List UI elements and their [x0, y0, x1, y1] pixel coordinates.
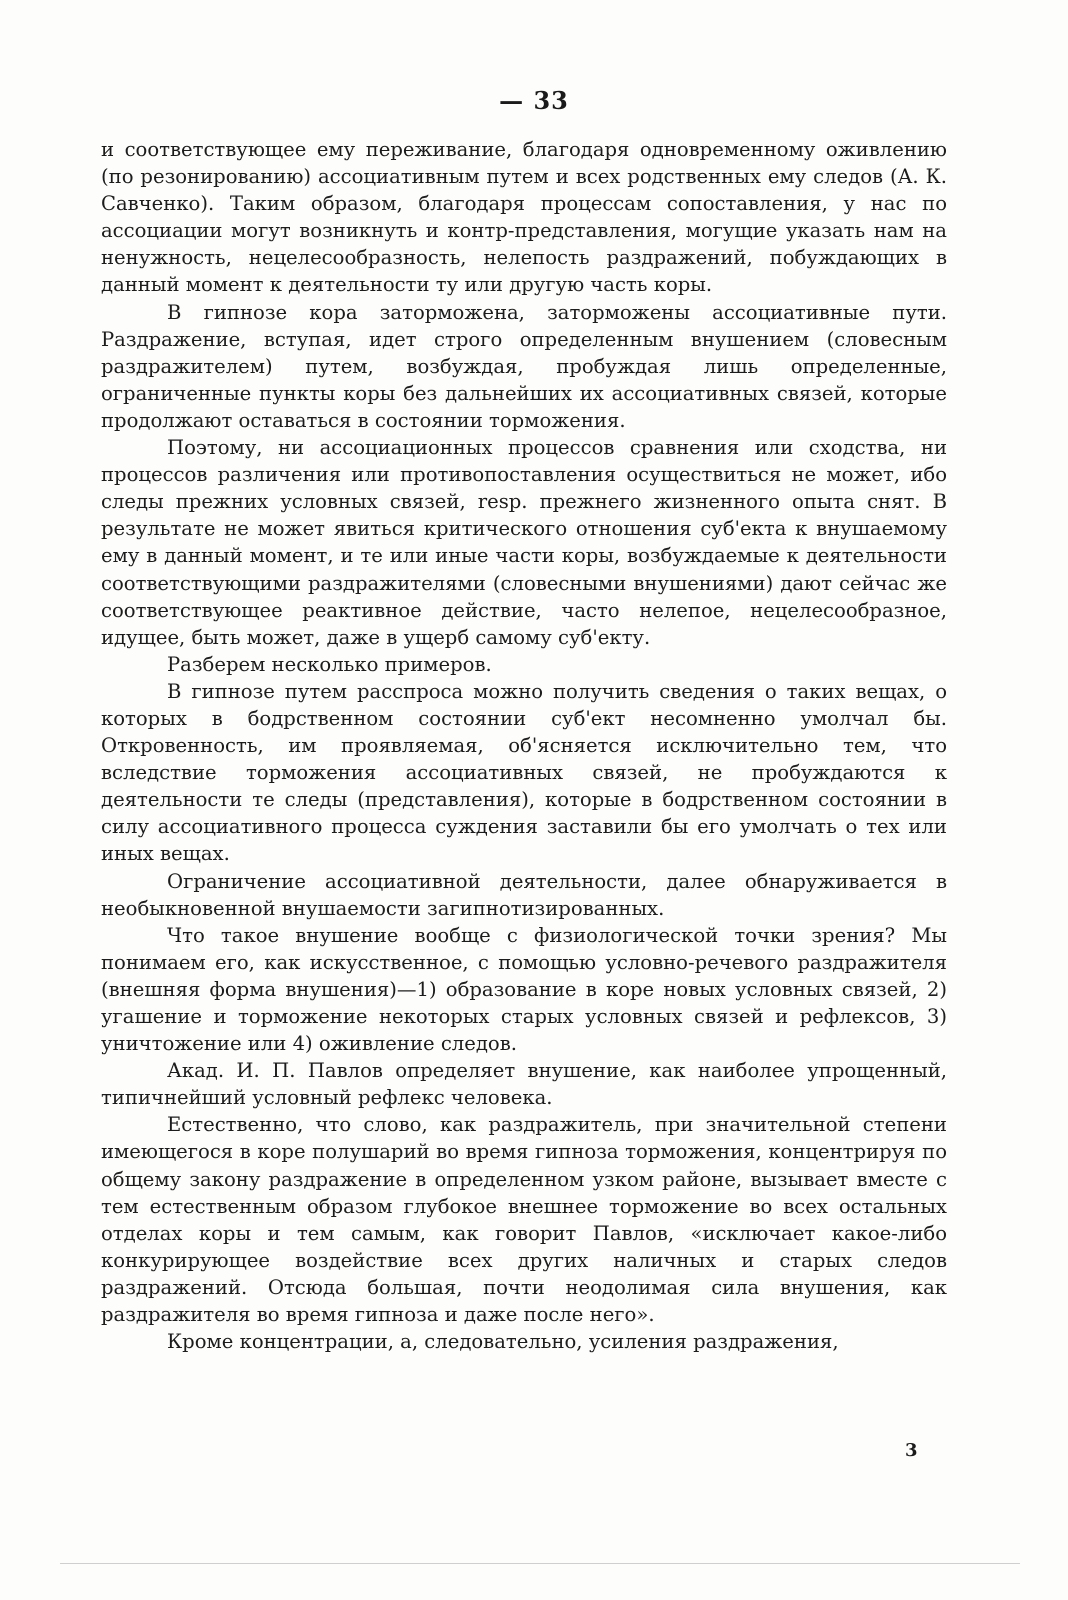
signature-mark: 3: [905, 1440, 918, 1461]
paragraph: В гипнозе кора заторможена, заторможены ассоциативные пути. Раздражение, вступая, идет строго определенным внушением (словесным раздражителем) путем, возбуждая, пробуждая лишь определенные, ограниченные пункты коры без дальнейших их ассоциативных связей, которые продолжают оставаться в состоянии торможения.: [101, 300, 947, 432]
page-number-header: — 33: [499, 86, 569, 115]
paragraph: Ограничение ассоциативной деятельности, далее обнаруживается в необыкновенной внушаемости загипнотизированных.: [101, 869, 947, 920]
paragraph: В гипнозе путем расспроса можно получить сведения о таких вещах, о которых в бодрственном состоянии суб'ект несомненно умолчал бы. Откровенность, им проявляемая, об'ясняется исключительно тем, что вследствие торможения ассоциативных связей, не пробуждаются к деятельности те следы (представления), которые в бодрственном состоянии в силу ассоциативного процесса суждения заставили бы его умолчать о тех или иных вещах.: [101, 679, 947, 866]
paragraph: Что такое внушение вообще с физиологической точки зрения? Мы понимаем его, как искусственное, с помощью условно-речевого раздражителя (внешняя форма внушения)—1) образование в коре новых условных связей, 2) угашение и торможение некоторых старых условных связей и рефлексов, 3) уничтожение или 4) оживление следов.: [101, 923, 947, 1056]
paragraph: Разберем несколько примеров.: [167, 652, 492, 676]
body-text: [101, 136, 947, 1355]
paragraph: Кроме концентрации, а, следовательно, усиления раздражения,: [167, 1330, 839, 1354]
paragraph: Естественно, что слово, как раздражитель, при значительной степени имеющегося в коре полушарий во время гипноза торможения, концентрируя по общему закону раздражение в определенном узком районе, вызывает вместе с тем естественным образом глубокое внешнее торможение во всех остальных отделах коры и тем самым, как говорит Павлов, «исключает какое-либо конкурирующее воздействие всех других наличных и старых следов раздражений. Отсюда большая, почти неодолимая сила внушения, как раздражителя во время гипноза и даже после него».: [101, 1113, 947, 1327]
paragraph: Поэтому, ни ассоциационных процессов сравнения или сходства, ни процессов различения или противопоставления осуществиться не может, ибо следы прежних условных связей, resp. прежнего жизненного опыта снят. В результате не может явиться критического отношения суб'екта к внушаемому ему в данный момент, и те или иные части коры, возбуждаемые к деятельности соответствующими раздражителями (словесными внушениями) дают сейчас же соответствующее реактивное действие, часто нелепое, нецелесообразное, идущее, быть может, даже в ущерб самому суб'екту.: [101, 436, 947, 649]
paragraph: Акад. И. П. Павлов определяет внушение, как наиболее упрощенный, типичнейший условный рефлекс человека.: [101, 1059, 947, 1110]
paragraph: и соответствующее ему переживание, благодаря одновременному оживлению (по резонированию) ассоциативным путем и всех родственных ему следов (А. К. Савченко). Таким образом, благодаря процессам сопоставления, у нас по ассоциации могут возникнуть и контр-представления, могущие указать нам на ненужность, нецелесообразность, нелепость раздражений, побуждающих в данный момент к деятельности ту или другую часть коры.: [101, 138, 947, 297]
page-edge-divider: [60, 1563, 1020, 1564]
